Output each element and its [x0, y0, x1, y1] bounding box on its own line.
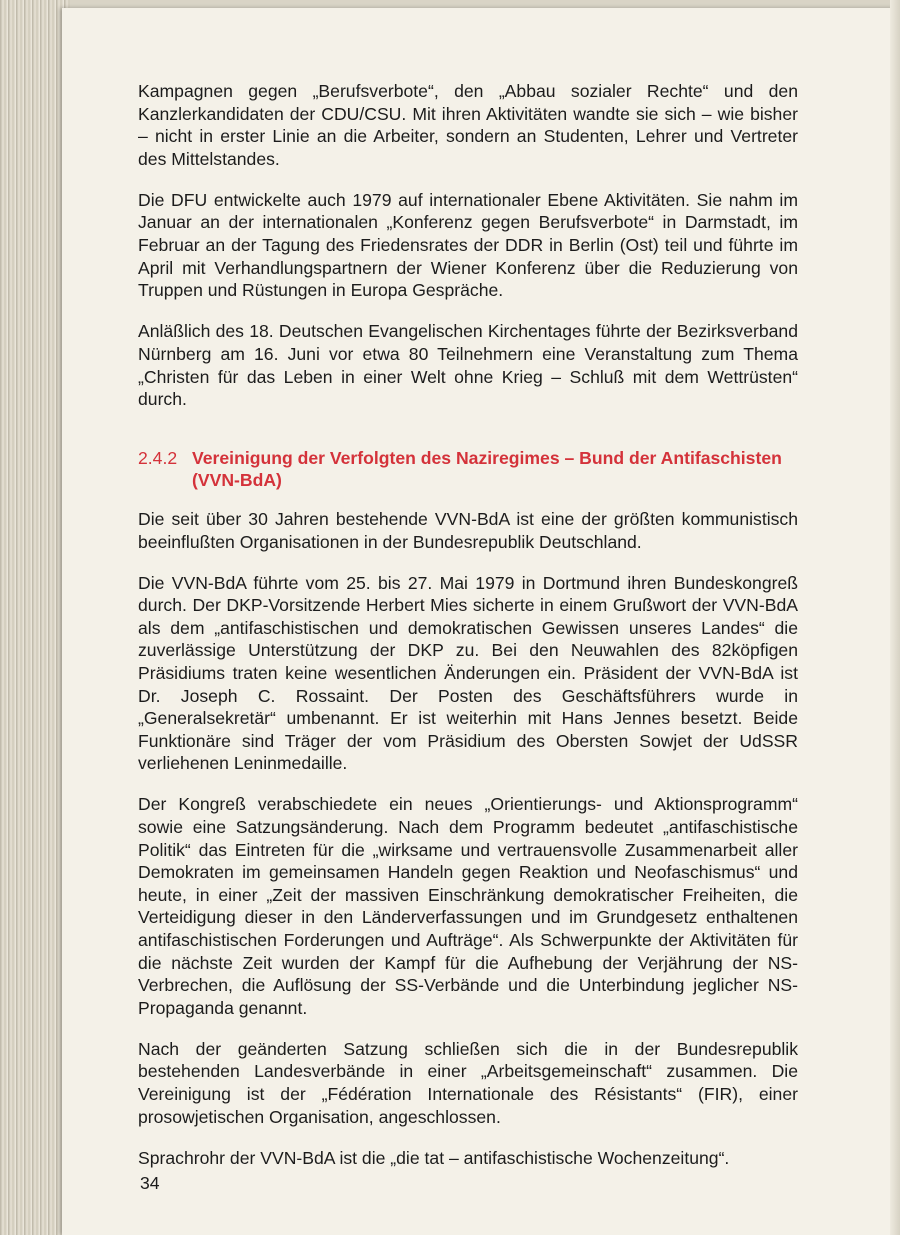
book-page-edges [0, 0, 70, 1235]
right-page-edge [890, 0, 900, 1235]
section-heading [138, 447, 798, 492]
page-content [138, 80, 798, 1188]
paragraph: Anläßlich des 18. Deutschen Evangelischen Kirchentages führte der Bezirksverband Nürnberg am 16. Juni vor etwa 80 Teilnehmern eine Veranstaltung zum Thema „Christen für das Leben in einer Welt ohne Krieg – Schluß mit dem Wettrüsten“ durch. [138, 321, 798, 410]
paragraph: Kampagnen gegen „Berufsverbote“, den „Abbau sozialer Rechte“ und den Kanzlerkandidaten der CDU/CSU. Mit ihren Aktivitäten wandte sie sich – wie bisher – nicht in erster Linie an die Arbeiter, sondern an Studenten, Lehrer und Vertreter des Mittelstandes. [138, 81, 798, 169]
paragraph: Nach der geänderten Satzung schließen sich die in der Bundesrepublik bestehenden Landesverbände in einer „Arbeitsgemeinschaft“ zusammen. Die Vereinigung ist der „Fédération Internationale des Résistants“ (FIR), einer prosowjetischen Organisation, angeschlossen. [138, 1038, 798, 1127]
paragraph: Die seit über 30 Jahren bestehende VVN-BdA ist eine der größten kommunistisch beeinflußten Organisationen in der Bundesrepublik Deutschland. [138, 508, 798, 552]
paragraph: Der Kongreß verabschiedete ein neues „Orientierungs- und Aktionsprogramm“ sowie eine Satzungsänderung. Nach dem Programm bedeutet „antifaschistische Politik“ das Eintreten für die „wirksame und vertrauensvolle Zusammenarbeit aller Demokraten im gemeinsamen Handeln gegen Reaktion und Neofaschismus“ und heute, in einer „Zeit der massiven Einschränkung demokratischer Freiheiten, die Verteidigung dieser in den Länderverfassungen und im Grundgesetz enthaltenen antifaschistischen Forderungen und Aufträge“. Als Schwerpunkte der Aktivitäten für die nächste Zeit wurden der Kampf für die Aufhebung der Verjährung der NS-Verbrechen, die Auflösung der SS-Verbände und die Unterbindung jeglicher NS-Propaganda genannt. [138, 794, 798, 1018]
paragraph: Die DFU entwickelte auch 1979 auf internationaler Ebene Aktivitäten. Sie nahm im Januar an der internationalen „Konferenz gegen Berufsverbote“ in Darmstadt, im Februar an der Tagung des Friedensrates der DDR in Berlin (Ost) teil und führte im April mit Verhandlungspartnern der Wiener Konferenz über die Reduzierung von Truppen und Rüstungen in Europa Gespräche. [138, 189, 798, 301]
paragraph: Die VVN-BdA führte vom 25. bis 27. Mai 1979 in Dortmund ihren Bundeskongreß durch. Der DKP-Vorsitzende Herbert Mies sicherte in einem Grußwort der VVN-BdA als dem „antifaschistischen und demokratischen Gewissen unseres Landes“ die zuverlässige Unterstützung der DKP zu. Bei den Neuwahlen des 82köpfigen Präsidiums traten keine wesentlichen Änderungen ein. Präsident der VVN-BdA ist Dr. Joseph C. Rossaint. Der Posten des Geschäftsführers wurde in „Generalsekretär“ umbenannt. Er ist weiterhin mit Hans Jennes besetzt. Beide Funktionäre sind Träger der vom Präsidium des Obersten Sowjet der UdSSR verliehenen Leninmedaille. [138, 572, 798, 774]
paragraph: Sprachrohr der VVN-BdA ist die „die tat – antifaschistische Wochenzeitung“. [138, 1147, 730, 1168]
page-number: 34 [140, 1173, 160, 1193]
section-title: Vereinigung der Verfolgten des Naziregimes – Bund der Antifaschisten (VVN-BdA) [192, 447, 782, 491]
section-number: 2.4.2 [138, 447, 178, 468]
